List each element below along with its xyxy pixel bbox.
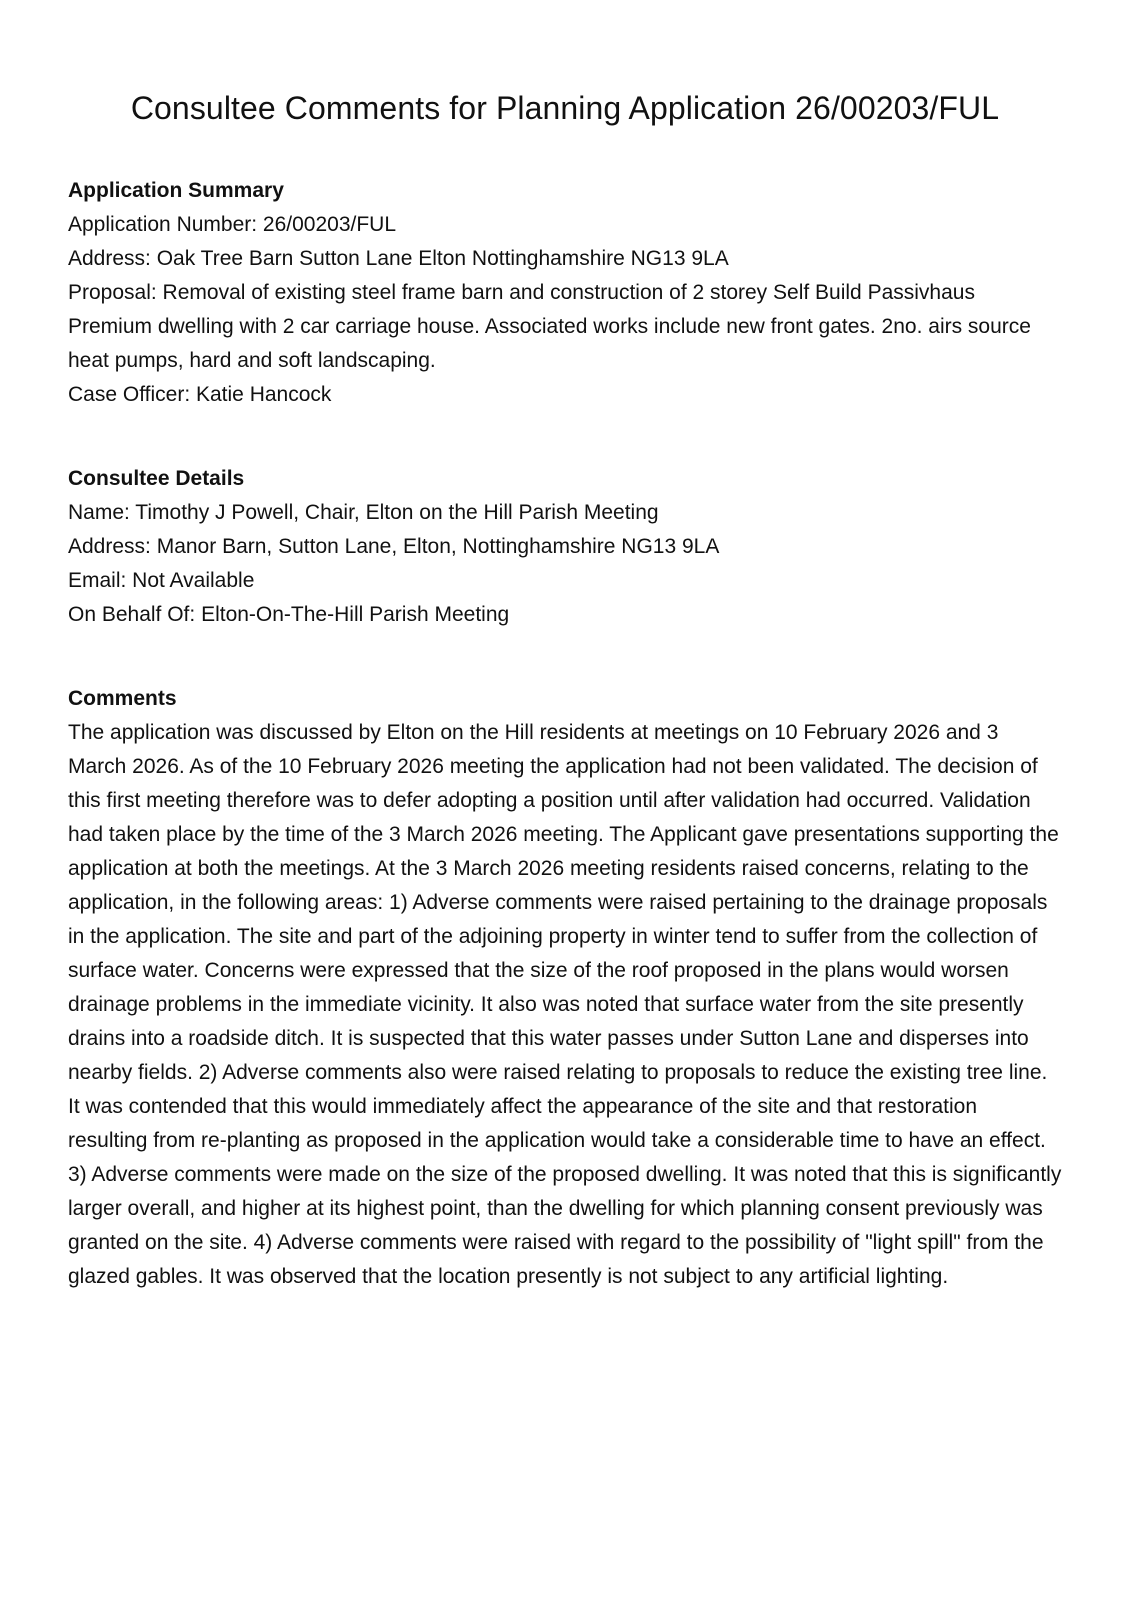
application-summary-heading: Application Summary bbox=[68, 179, 284, 202]
comments-heading: Comments bbox=[68, 687, 177, 710]
consultee-details-heading: Consultee Details bbox=[68, 467, 245, 490]
consultee-name: Name: Timothy J Powell, Chair, Elton on the Hill Parish Meeting bbox=[68, 501, 659, 524]
page-title: Consultee Comments for Planning Application 26/00203/FUL bbox=[130, 90, 1000, 126]
case-officer: Case Officer: Katie Hancock bbox=[68, 383, 332, 406]
consultee-details-section bbox=[68, 462, 1062, 632]
application-proposal: Proposal: Removal of existing steel frame barn and construction of 2 storey Self Build Passivhaus Premium dwelling with 2 car carriage house. Associated works include new front gates. 2no. airs source heat pumps, hard and soft landscaping. bbox=[68, 281, 1031, 372]
application-summary-section bbox=[68, 174, 1062, 412]
consultee-email: Email: Not Available bbox=[68, 569, 255, 592]
comments-text: The application was discussed by Elton on the Hill residents at meetings on 10 February 2026 and 3 March 2026. As of the 10 February 2026 meeting the application had not been validated. The decision of this first meeting therefore was to defer adopting a position until after validation had occurred. Validation had taken place by the time of the 3 March 2026 meeting. The Applicant gave presentations supporting the application at both the meetings. At the 3 March 2026 meeting residents raised concerns, relating to the application, in the following areas: 1) Adverse comments were raised pertaining to the drainage proposals in the application. The site and part of the adjoining property in winter tend to suffer from the collection of surface water. Concerns were expressed that the size of the roof proposed in the plans would worsen drainage problems in the immediate vicinity. It also was noted that surface water from the site presently drains into a roadside ditch. It is suspected that this water passes under Sutton Lane and disperses into nearby fields. 2) Adverse comments also were raised relating to proposals to reduce the existing tree line. It was contended that this would immediately affect the appearance of the site and that restoration resulting from re-planting as proposed in the application would take a considerable time to have an effect. 3) Adverse comments were made on the size of the proposed dwelling. It was noted that this is significantly larger overall, and higher at its highest point, than the dwelling for which planning consent previously was granted on the site. 4) Adverse comments were raised with regard to the possibility of "light spill" from the glazed gables. It was observed that the location presently is not subject to any artificial lighting. bbox=[68, 721, 1062, 1288]
application-number: Application Number: 26/00203/FUL bbox=[68, 213, 397, 236]
consultee-address: Address: Manor Barn, Sutton Lane, Elton, Nottinghamshire NG13 9LA bbox=[68, 535, 720, 558]
consultee-on-behalf-of: On Behalf Of: Elton-On-The-Hill Parish Meeting bbox=[68, 603, 510, 626]
application-address: Address: Oak Tree Barn Sutton Lane Elton Nottinghamshire NG13 9LA bbox=[68, 247, 729, 270]
comments-section bbox=[68, 682, 1062, 1294]
